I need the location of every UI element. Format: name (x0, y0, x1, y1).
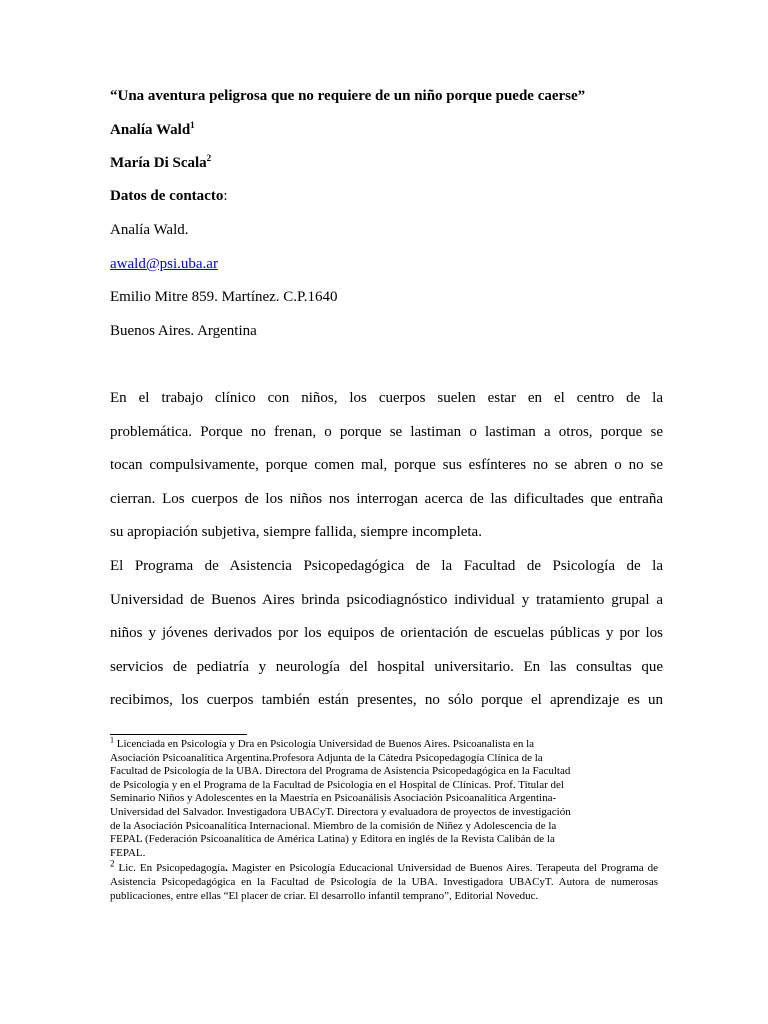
footnote-1 (110, 735, 658, 860)
body-line: su apropiación subjetiva, siempre fallida, siempre incompleta. (110, 524, 482, 540)
contact-name: Analía Wald. (110, 222, 189, 238)
contact-email (110, 255, 218, 273)
footnote-2-text: Magister en Psicología Educacional Universidad de Buenos Aires. Terapeuta del Programa de Asistencia Psicopedagógica en la Facultad de Psicología de la UBA. Investigadora UBACyT. Autora de numerosas publicaciones, entre ellas “El placer de criar. El desarrollo infantil temprano”, Editorial Noveduc. (110, 862, 658, 902)
footnote-1-line (110, 735, 658, 752)
footnote-1-line: FEPAL (Federación Psicoanalítica de América Latina) y Editora en inglés de la Revista Calibán de la (110, 833, 555, 846)
body-line: tocan compulsivamente, porque comen mal, porque sus esfínteres no se abren o no se (110, 457, 663, 473)
body-line: cierran. Los cuerpos de los niños nos interrogan acerca de las dificultades que entraña (110, 491, 663, 507)
contact-email-link[interactable]: awald@psi.uba.ar (110, 256, 218, 272)
footnote-2-lead-period: . (225, 862, 228, 875)
author-1 (110, 121, 195, 139)
footnote-2 (110, 858, 658, 903)
author-2 (110, 154, 211, 172)
body-line: servicios de pediatría y neurología del hospital universitario. En las consultas que (110, 659, 663, 675)
author-2-name: María Di Scala (110, 155, 207, 171)
footnote-1-line: Facultad de Psicología de la UBA. Directora del Programa de Asistencia Psicopedagógica en la Facultad (110, 765, 571, 778)
body-line: niños y jóvenes derivados por los equipos de orientación de escuelas públicas y por los (110, 625, 663, 641)
footnote-1-line: Asociación Psicoanalítica Argentina.Profesora Adjunta de la Cátedra Psicopedagogía Clínica de la (110, 751, 543, 764)
body-line: problemática. Porque no frenan, o porque se lastiman o lastiman a otros, porque se (110, 424, 663, 440)
body-line: El Programa de Asistencia Psicopedagógica de la Facultad de Psicología de la (110, 558, 663, 574)
footnote-separator (110, 734, 247, 735)
contact-heading-text: Datos de contacto (110, 188, 224, 204)
footnote-1-line: de Psicología y en el Programa de la Facultad de Psicología en el Hospital de Clínicas. Prof. Titular del (110, 778, 564, 791)
footnote-2-mark: 2 (110, 858, 115, 869)
footnote-1-mark: 1 (110, 735, 114, 745)
footnote-1-line: Seminario Niños y Adolescentes en la Maestría en Psicoanálisis Asociación Psicoanalítica Argentina- (110, 792, 557, 805)
footnote-1-line: FEPAL. (110, 846, 146, 859)
document-title: “Una aventura peligrosa que no requiere de un niño porque puede caerse” (110, 88, 586, 104)
body-line: En el trabajo clínico con niños, los cuerpos suelen estar en el centro de la (110, 390, 663, 406)
author-1-footnote-mark[interactable]: 1 (190, 120, 195, 130)
author-1-name: Analía Wald (110, 122, 191, 138)
contact-heading (110, 187, 228, 205)
contact-city: Buenos Aires. Argentina (110, 323, 257, 339)
author-2-footnote-mark[interactable]: 2 (206, 153, 212, 163)
footnote-1-line-text: Licenciada en Psicología y Dra en Psicología Universidad de Buenos Aires. Psicoanalista en la (114, 738, 535, 750)
body-line: recibimos, los cuerpos también están presentes, no sólo porque el aprendizaje es un (110, 692, 663, 708)
footnote-2-lead: Lic. En Psicopedagogía (114, 862, 226, 875)
footnote-1-line: Universidad del Salvador. Investigadora UBACyT. Directora y evaluadora de proyectos de investigación (110, 805, 571, 818)
footnote-1-line: de la Asociación Psicoanalítica Internacional. Miembro de la comisión de Niñez y Adolescencia de la (110, 819, 557, 832)
body-line: Universidad de Buenos Aires brinda psicodiagnóstico individual y tratamiento grupal a (110, 592, 663, 608)
contact-address: Emilio Mitre 859. Martínez. C.P.1640 (110, 289, 338, 305)
contact-heading-colon: : (223, 188, 228, 204)
footnotes (110, 735, 658, 903)
